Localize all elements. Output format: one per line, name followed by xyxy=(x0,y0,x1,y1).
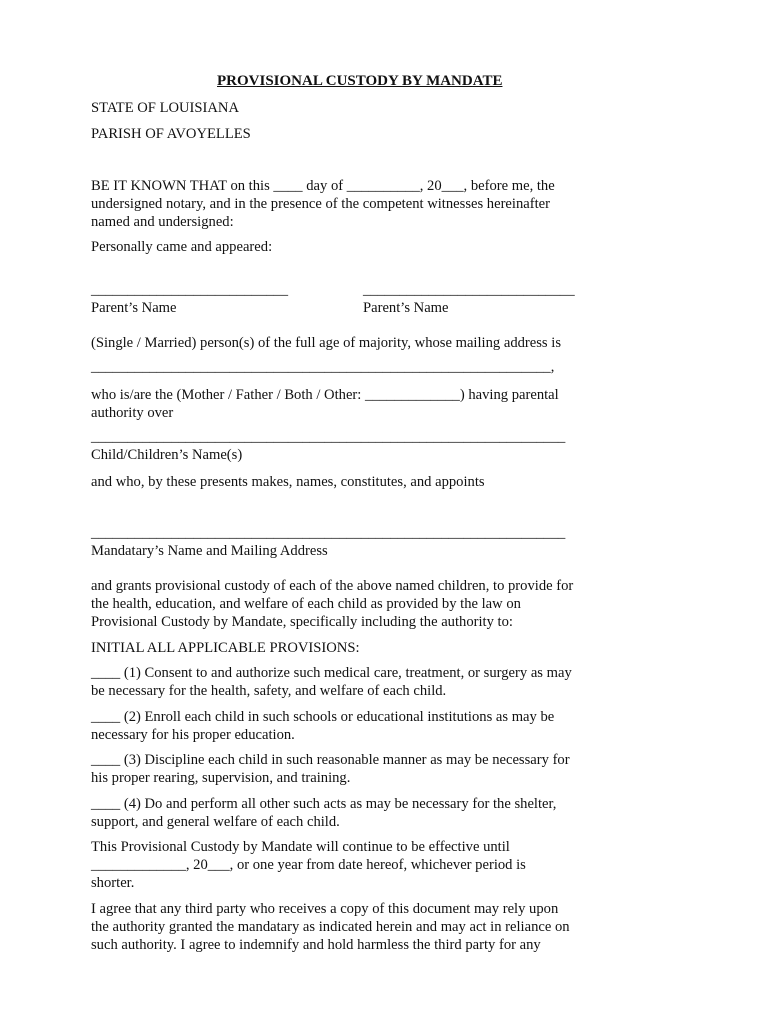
state-line: STATE OF LOUISIANA xyxy=(91,100,240,116)
provision-4-line-1: ____ (4) Do and perform all other such acts as may be necessary for the shelter, xyxy=(91,796,557,812)
appeared-line: Personally came and appeared: xyxy=(91,239,273,255)
grants-line-2: the health, education, and welfare of each child as provided by the law on xyxy=(91,596,521,612)
children-label: Child/Children’s Name(s) xyxy=(91,447,243,463)
provision-3-line-1: ____ (3) Discipline each child in such reasonable manner as may be necessary for xyxy=(91,752,570,768)
relationship-line-1: who is/are the (Mother / Father / Both / Other: _____________) having parental xyxy=(91,387,559,403)
parent-name-blank-1: ___________________________ xyxy=(91,282,289,298)
provision-4-line-2: support, and general welfare of each child. xyxy=(91,814,340,830)
parish-line: PARISH OF AVOYELLES xyxy=(91,126,251,142)
grants-line-3: Provisional Custody by Mandate, specifically including the authority to: xyxy=(91,614,513,630)
grants-line-1: and grants provisional custody of each of the above named children, to provide for xyxy=(91,578,574,594)
marital-status-line: (Single / Married) person(s) of the full age of majority, whose mailing address is xyxy=(91,335,561,351)
provision-1-line-2: be necessary for the health, safety, and welfare of each child. xyxy=(91,683,447,699)
appoints-line: and who, by these presents makes, names, constitutes, and appoints xyxy=(91,474,485,490)
children-blank: _________________________________________________________________ xyxy=(91,429,566,445)
agree-line-1: I agree that any third party who receives a copy of this document may rely upon xyxy=(91,901,559,917)
intro-line-3: named and undersigned: xyxy=(91,214,234,230)
provision-3-line-2: his proper rearing, supervision, and training. xyxy=(91,770,351,786)
document-title: PROVISIONAL CUSTODY BY MANDATE xyxy=(217,73,503,89)
parent-name-label-2: Parent’s Name xyxy=(363,300,449,316)
agree-line-2: the authority granted the mandatary as indicated herein and may act in reliance on xyxy=(91,919,570,935)
provision-2-line-1: ____ (2) Enroll each child in such schools or educational institutions as may be xyxy=(91,709,555,725)
parent-name-blank-2: _____________________________ xyxy=(363,282,575,298)
parent-name-label-1: Parent’s Name xyxy=(91,300,177,316)
relationship-line-2: authority over xyxy=(91,405,174,421)
provision-1-line-1: ____ (1) Consent to and authorize such medical care, treatment, or surgery as may xyxy=(91,665,572,681)
effective-line-1: This Provisional Custody by Mandate will continue to be effective until xyxy=(91,839,510,855)
address-blank: _______________________________________________________________, xyxy=(91,359,555,375)
provision-2-line-2: necessary for his proper education. xyxy=(91,727,295,743)
intro-line-1: BE IT KNOWN THAT on this ____ day of __________, 20___, before me, the xyxy=(91,178,555,194)
agree-line-3: such authority. I agree to indemnify and hold harmless the third party for any xyxy=(91,937,541,953)
mandatary-blank: _________________________________________________________________ xyxy=(91,525,566,541)
mandatary-label: Mandatary’s Name and Mailing Address xyxy=(91,543,328,559)
initial-provisions-heading: INITIAL ALL APPLICABLE PROVISIONS: xyxy=(91,640,360,656)
effective-line-3: shorter. xyxy=(91,875,135,891)
effective-line-2: _____________, 20___, or one year from date hereof, whichever period is xyxy=(91,857,526,873)
intro-line-2: undersigned notary, and in the presence of the competent witnesses hereinafter xyxy=(91,196,550,212)
